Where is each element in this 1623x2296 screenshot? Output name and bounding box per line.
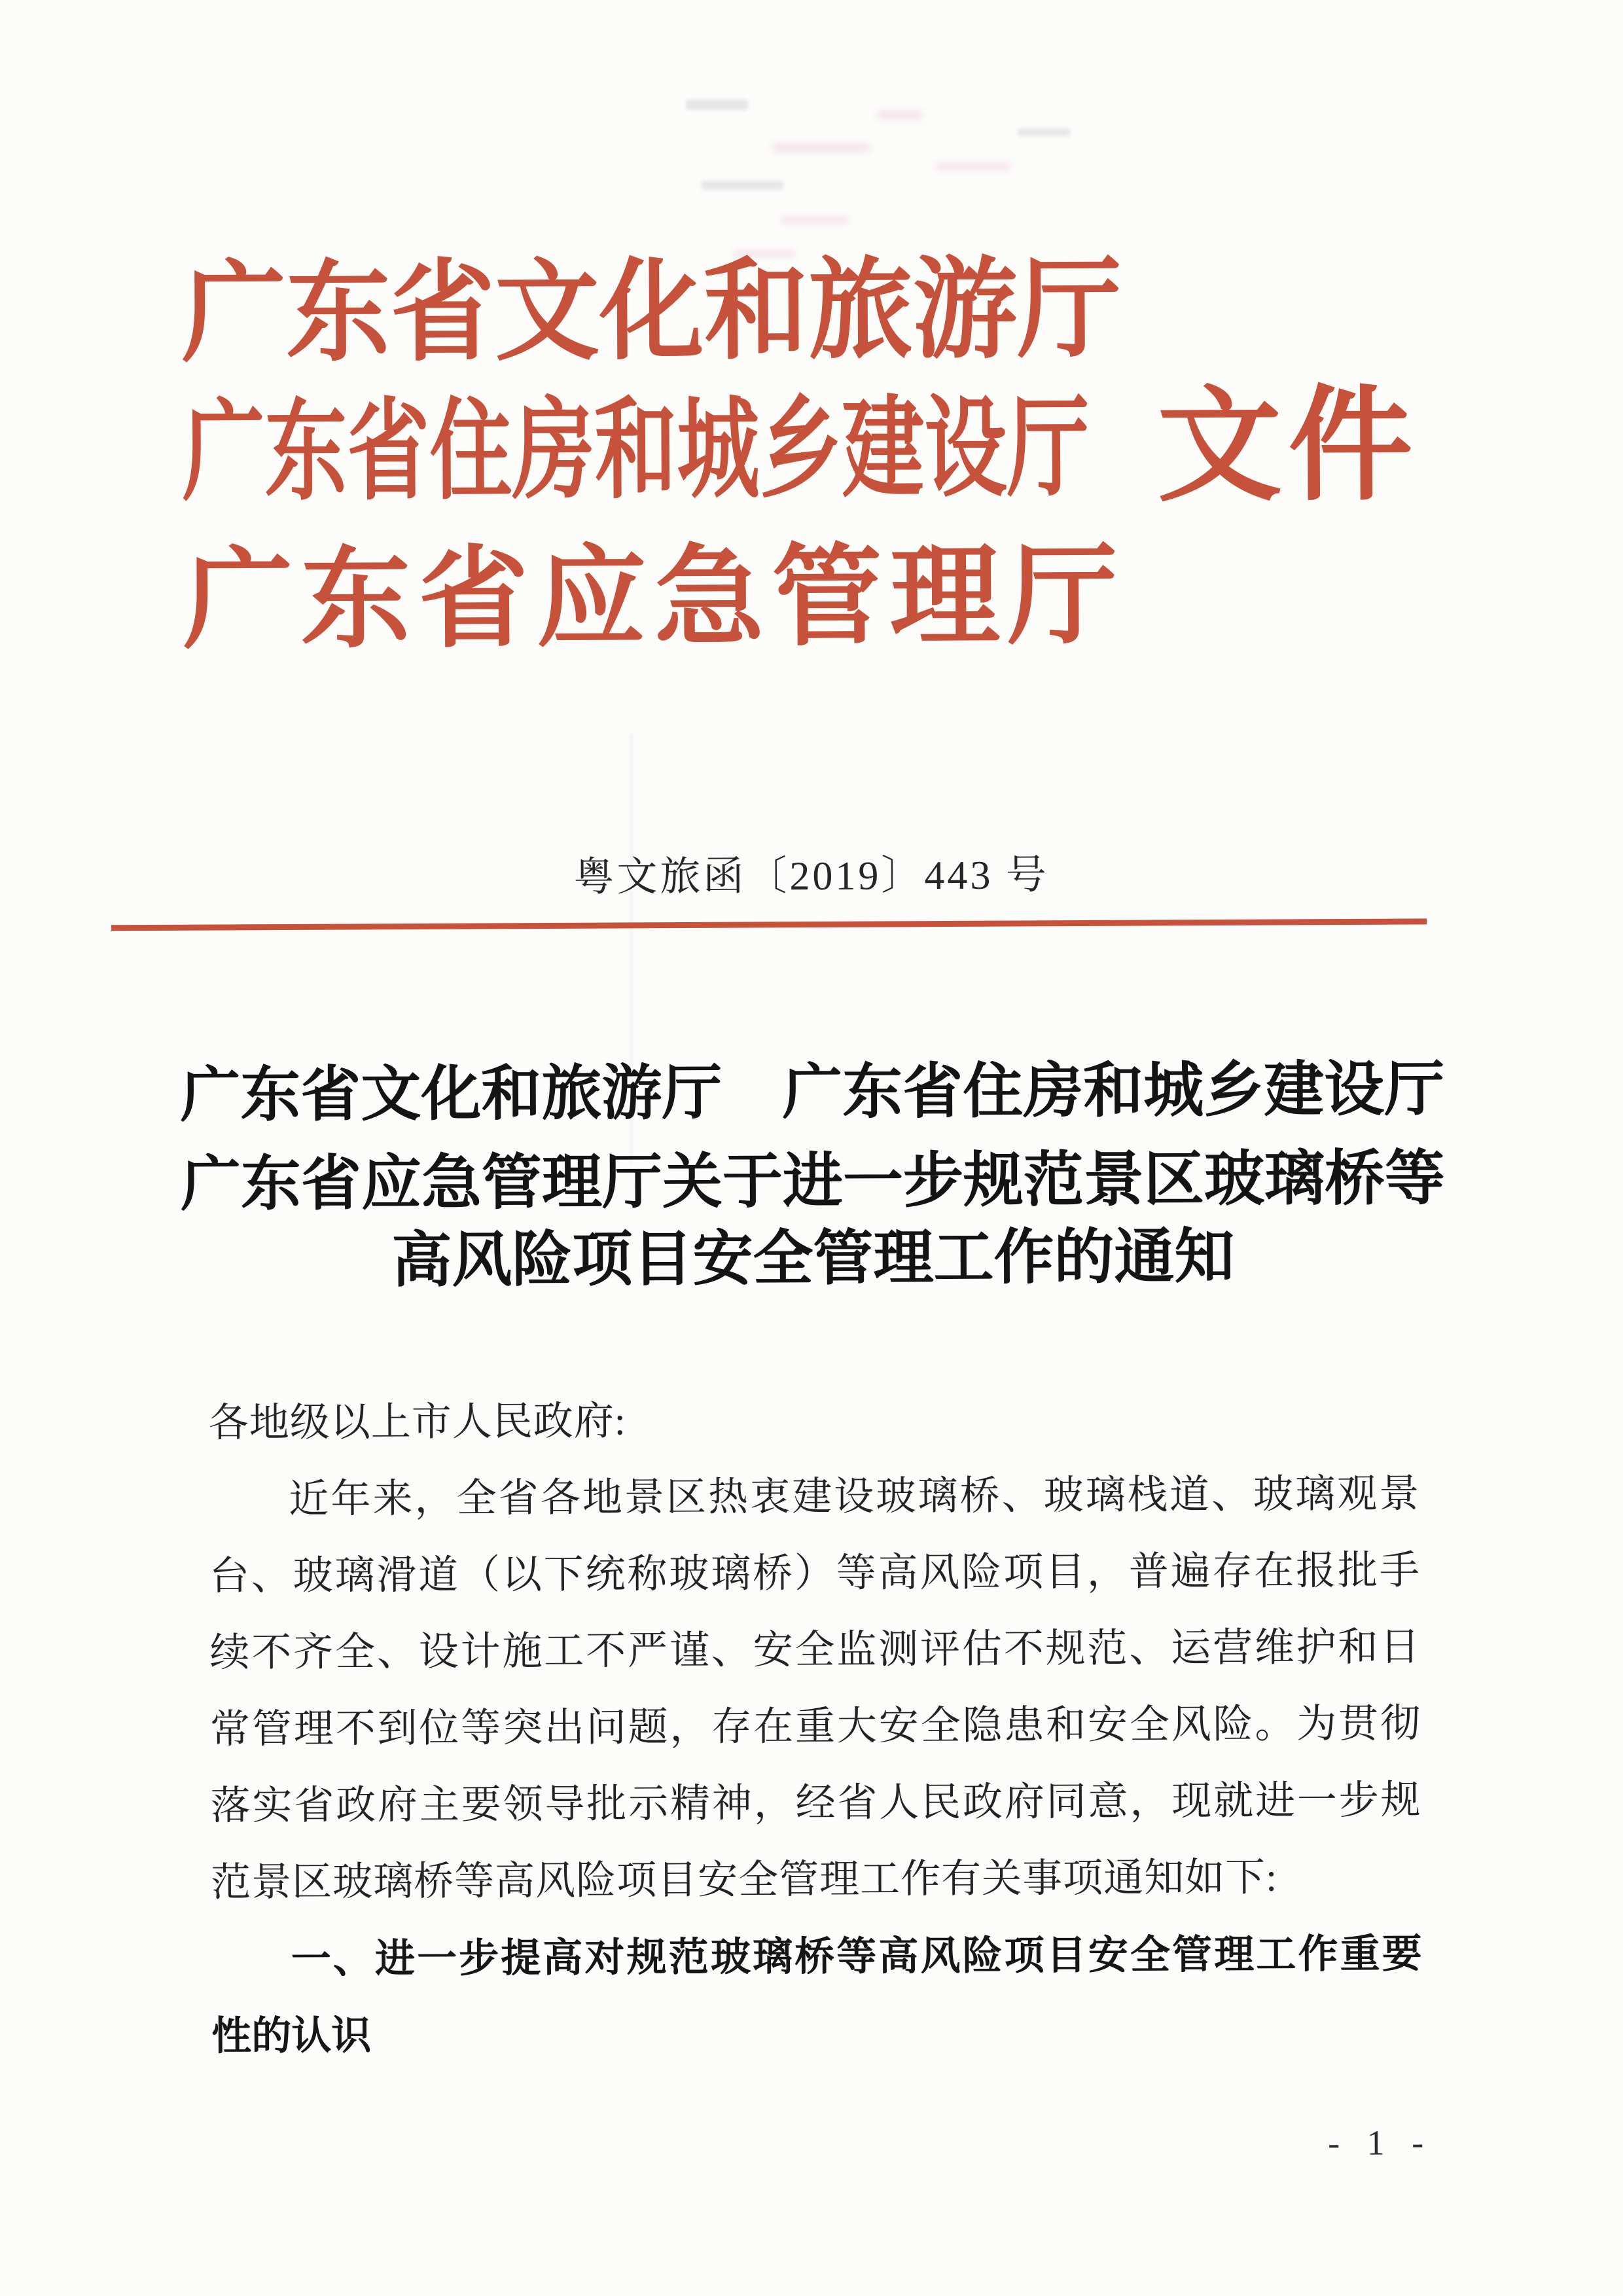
page-number: - 1 -: [1328, 2123, 1433, 2163]
red-separator-line: [111, 918, 1427, 931]
agency-name-emergency-management: [183, 535, 1126, 662]
salutation: 各地级以上市人民政府:: [208, 1399, 626, 1446]
doc-type-label: 文件: [1156, 378, 1420, 517]
body-line: 常管理不到位等突出问题，存在重大安全隐患和安全风险。为贯彻: [209, 1702, 1421, 1752]
body-line: 落实省政府主要领导批示精神，经省人民政府同意，现就进一步规: [210, 1778, 1421, 1829]
body-line: 续不齐全、设计施工不严谨、安全监测评估不规范、运营维护和日: [209, 1625, 1421, 1676]
agency-name-culture-tourism: [181, 249, 1171, 376]
body-line: 近年来，全省各地景区热衷建设玻璃桥、玻璃栈道、玻璃观景: [289, 1472, 1420, 1522]
body-line: 范景区玻璃桥等高风险项目安全管理工作有关事项通知如下:: [211, 1856, 1278, 1905]
document-title-line-1: 广东省文化和旅游厅 广东省住房和城乡建设厅: [180, 1056, 1445, 1129]
document-title-line-2: 广东省应急管理厅关于进一步规范景区玻璃桥等: [180, 1145, 1446, 1218]
agency-name-text: 广东省应急管理厅: [183, 535, 1126, 662]
section-heading-line-1: 一、进一步提高对规范玻璃桥等高风险项目安全管理工作重要: [291, 1931, 1422, 1981]
agency-name-text: 广东省住房和城乡建设厅: [182, 387, 1090, 514]
section-heading-line-2: 性的认识: [211, 2013, 372, 2058]
document-title-line-3: 高风险项目安全管理工作的通知: [391, 1223, 1235, 1295]
agency-name-text: 广东省文化和旅游厅: [181, 249, 1122, 376]
reference-number: 粤文旅函〔2019〕443 号: [573, 853, 1050, 900]
body-line: 台、玻璃滑道（以下统称玻璃桥）等高风险项目，普遍存在报批手: [209, 1549, 1421, 1599]
